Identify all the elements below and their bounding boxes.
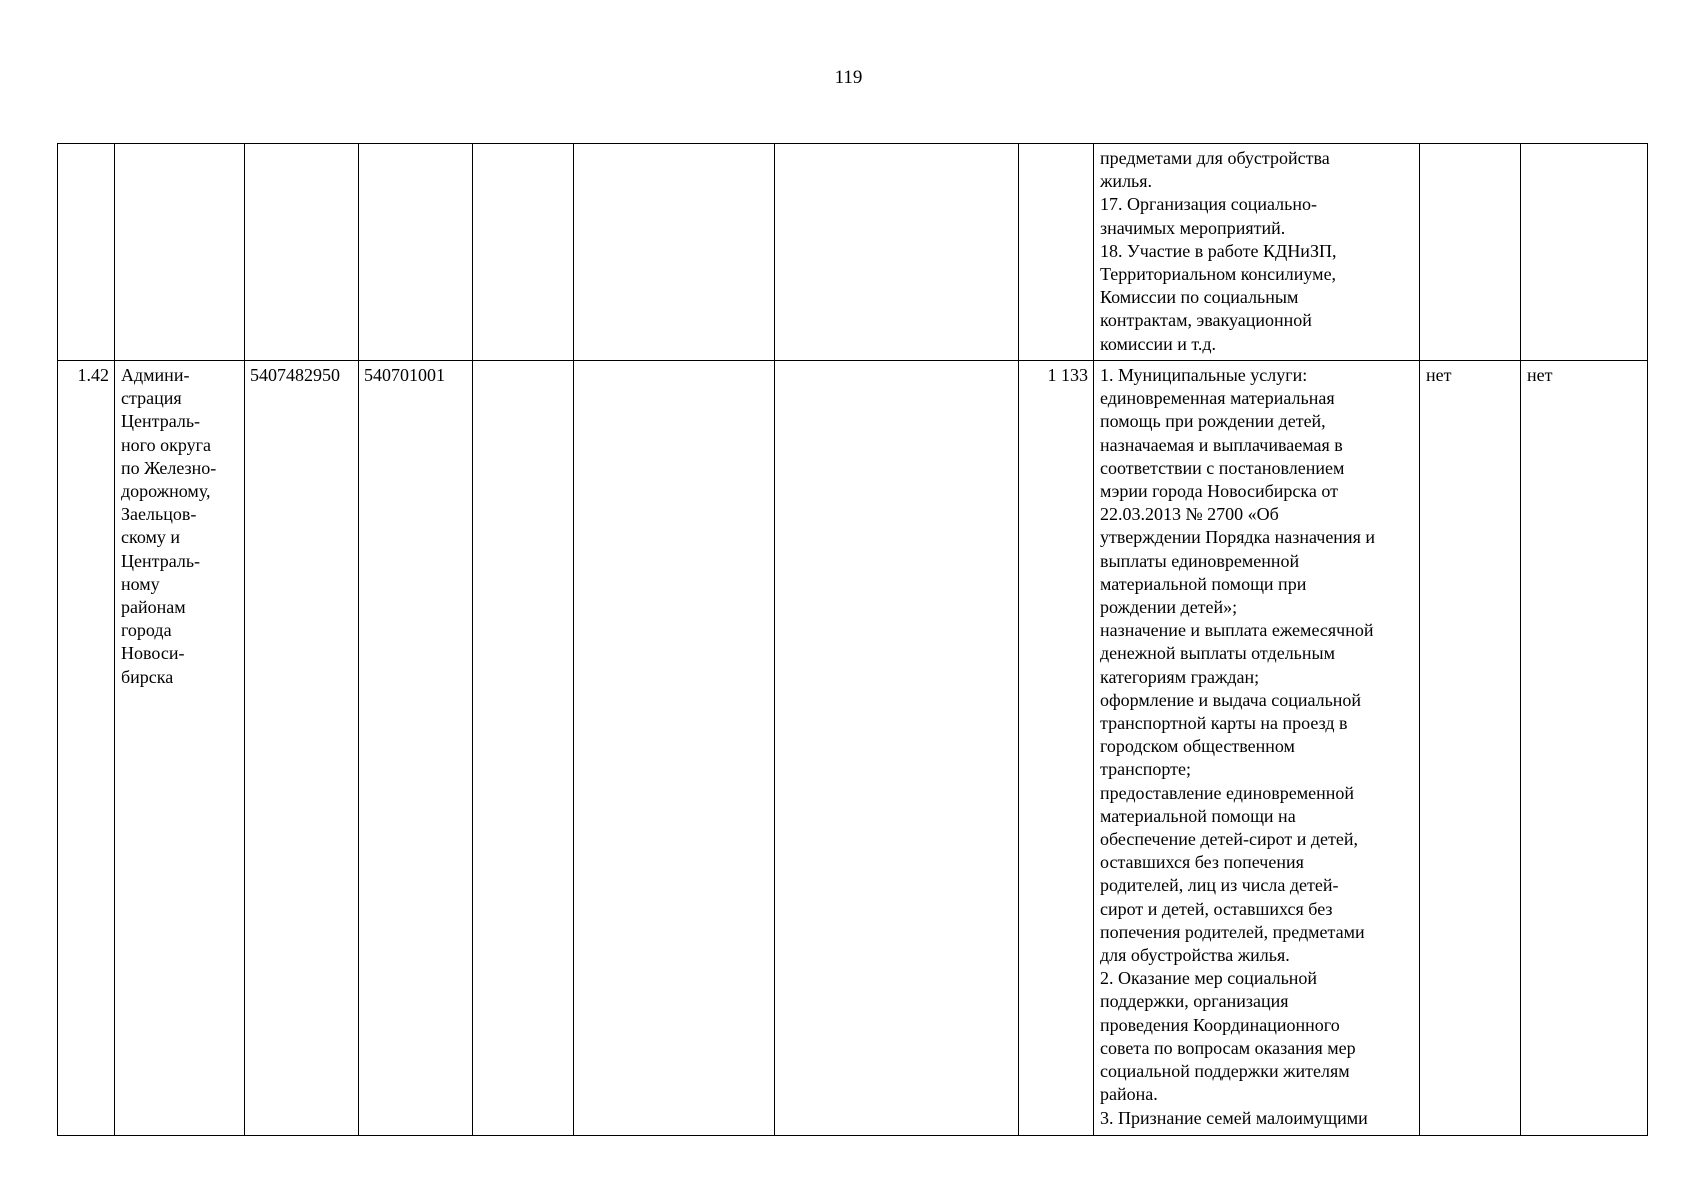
cell-col7: [775, 144, 1019, 361]
cell-col7: [775, 361, 1019, 1136]
cell-index: 1.42: [58, 361, 115, 1136]
page-number: 119: [834, 67, 863, 88]
cell-col11: нет: [1521, 361, 1648, 1136]
cell-name: Админи- страция Централь- ного округа по Железно- дорожному, Заельцов- скому и Централь- ному районам города Новоси- бирска: [115, 361, 245, 1136]
cell-col6: [574, 144, 775, 361]
cell-count: [1019, 144, 1094, 361]
registry-table: [57, 143, 1648, 1136]
table-row: [58, 361, 1648, 1136]
table-row: [58, 144, 1648, 361]
cell-services: 1. Муниципальные услуги: единовременная материальная помощь при рождении детей, назначаемая и выплачиваемая в соответствии с постановлением мэрии города Новосибирска от 22.03.2013 № 2700 «Об утверждении Порядка назначения и выплаты единовременной материальной помощи при рождении детей»; назначение и выплата ежемесячной денежной выплаты отдельным категориям граждан; оформление и выдача социальной транспортной карты на проезд в городском общественном транспорте; предоставление единовременной материальной помощи на обеспечение детей-сирот и детей, оставшихся без попечения родителей, лиц из числа детей- сирот и детей, оставшихся без попечения родителей, предметами для обустройства жилья. 2. Оказание мер социальной поддержки, организация проведения Координационного совета по вопросам оказания мер социальной поддержки жителям района. 3. Признание семей малоимущими: [1094, 361, 1420, 1136]
cell-col6: [574, 361, 775, 1136]
cell-kpp: 540701001: [359, 361, 473, 1136]
cell-kpp: [359, 144, 473, 361]
cell-name: [115, 144, 245, 361]
cell-count: 1 133: [1019, 361, 1094, 1136]
cell-services: предметами для обустройства жилья. 17. Организация социально- значимых мероприятий. 18. Участие в работе КДНиЗП, Территориальном консилиуме, Комиссии по социальным контрактам, эвакуационной комиссии и т.д.: [1094, 144, 1420, 361]
cell-col11: [1521, 144, 1648, 361]
cell-inn: 5407482950: [245, 361, 359, 1136]
cell-index: [58, 144, 115, 361]
cell-col10: [1420, 144, 1521, 361]
cell-inn: [245, 144, 359, 361]
cell-col5: [473, 144, 574, 361]
cell-col10: нет: [1420, 361, 1521, 1136]
cell-col5: [473, 361, 574, 1136]
